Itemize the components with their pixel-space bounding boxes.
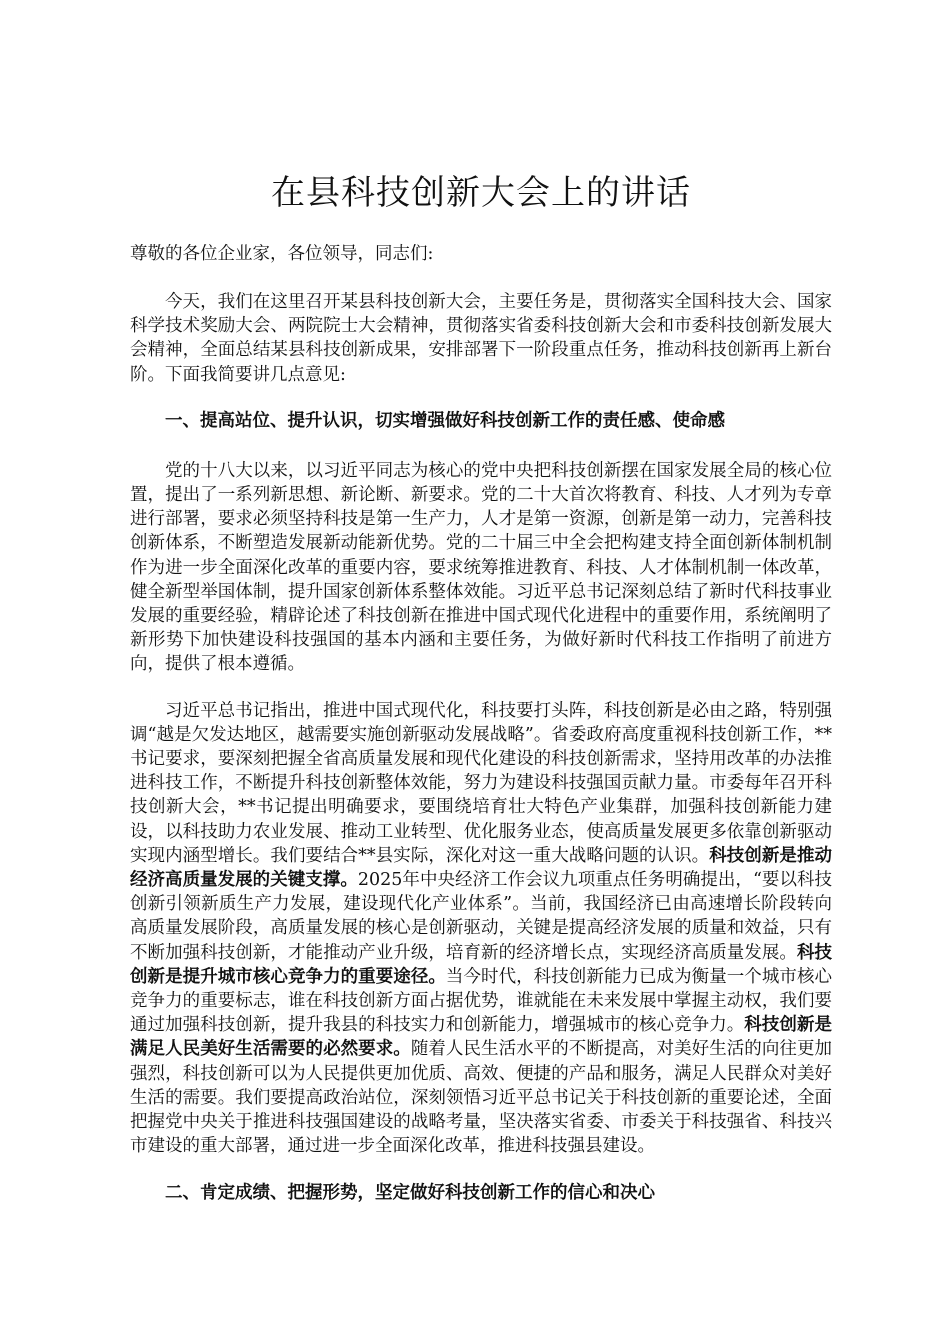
document-title: 在县科技创新大会上的讲话	[271, 173, 691, 213]
document-page	[130, 170, 832, 1231]
intro-paragraph: 今天，我们在这里召开某县科技创新大会，主要任务是，贯彻落实全国科技大会、国家科学技术奖励大会、两院院士大会精神，贯彻落实省委科技创新大会和市委科技创新发展大会精神，全面总结某县科技创新成果，安排部署下一阶段重点任务，推动科技创新再上新台阶。下面我简要讲几点意见:	[130, 292, 832, 385]
section-1-paragraph-2	[130, 699, 832, 1159]
salutation: 尊敬的各位企业家，各位领导，同志们:	[130, 244, 434, 264]
section-1-heading: 一、提高站位、提升认识，切实增强做好科技创新工作的责任感、使命感	[165, 410, 725, 431]
section-2-heading: 二、肯定成绩、把握形势，坚定做好科技创新工作的信心和决心	[165, 1182, 655, 1203]
section-1-paragraph-1: 党的十八大以来，以习近平同志为核心的党中央把科技创新摆在国家发展全局的核心位置，提出了一系列新思想、新论断、新要求。党的二十大首次将教育、科技、人才列为专章进行部署，要求必须坚持科技是第一生产力，人才是第一资源，创新是第一动力，完善科技创新体系，不断塑造发展新动能新优势。党的二十届三中全会把构建支持全面创新体制机制作为进一步全面深化改革的重要内容，要求统筹推进教育、科技、人才体制机制一体改革，健全新型举国体制，提升国家创新体系整体效能。习近平总书记深刻总结了新时代科技事业发展的重要经验，精辟论述了科技创新在推进中国式现代化进程中的重要作用，系统阐明了新形势下加快建设科技强国的基本内涵和主要任务，为做好新时代科技工作指明了前进方向，提供了根本遵循。	[130, 460, 832, 675]
paragraph-text: 随着人民生活水平的不断提高，对美好生活的向往更加强烈，科技创新可以为人民提供更加优质、高效、便捷的产品和服务，满足人民群众对美好生活的需要。我们要提高政治站位，深刻领悟习近平总书记关于科技创新的重要论述，全面把握党中央关于推进科技强国建设的战略考量，坚决落实省委、市委关于科技强省、科技兴市建设的重大部署，通过进一步全面深化改革，推进科技强县建设。	[130, 1039, 833, 1157]
emphasis-livelihood: 科技创新是满足人民美好生活需要的必然要求。	[130, 1015, 833, 1060]
emphasis-competitiveness: 科技创新是提升城市核心竞争力的重要途径。	[130, 942, 833, 987]
paragraph-text: 2025年中央经济工作会议九项重点任务明确提出，“要以科技创新引领新质生产力发展，建设现代化产业体系”。当前，我国经济已由高速增长阶段转向高质量发展阶段，高质量发展的核心是创新驱动，关键是提高经济发展的质量和效益，只有不断加强科技创新，才能推动产业升级，培育新的经济增长点，实现经济高质量发展。	[130, 870, 833, 963]
paragraph-text: 习近平总书记指出，推进中国式现代化，科技要打头阵，科技创新是必由之路，特别强调“越是欠发达地区，越需要实施创新驱动发展战略”。省委政府高度重视科技创新工作，**书记要求，要深刻把握全省高质量发展和现代化建设的科技创新需求，坚持用改革的办法推进科技工作，不断提升科技创新整体效能，努力为建设科技强国贡献力量。市委每年召开科技创新大会，**书记提出明确要求，要围绕培育壮大特色产业集群，加强科技创新能力建设，以科技助力农业发展、推动工业转型、优化服务业态，使高质量发展更多依靠创新驱动实现内涵型增长。我们要结合**县实际，深化对这一重大战略问题的认识。	[130, 700, 832, 866]
emphasis-economy: 科技创新是推动经济高质量发展的关键支撑。	[130, 845, 833, 891]
paragraph-text: 当今时代，科技创新能力已成为衡量一个城市核心竞争力的重要标志，谁在科技创新方面占据优势，谁就能在未来发展中掌握主动权，我们要通过加强科技创新，提升我县的科技实力和创新能力，增强城市的核心竞争力。	[130, 966, 832, 1036]
